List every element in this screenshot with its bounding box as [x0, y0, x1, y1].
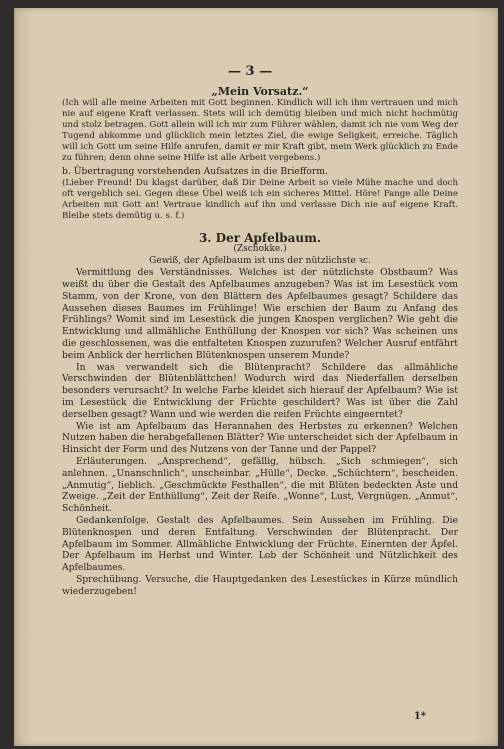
vorsatz-title: „Mein Vorsatz.“: [211, 85, 309, 98]
paragraph-sprechuebung: Sprechübung. Versuche, die Hauptgedanken des Lesestückes in Kürze mündlich wiederzugeben!: [62, 573, 458, 597]
paragraph-erlaeuterungen: Erläuterungen. „Ansprechend“, gefällig, hübsch. „Sich schmiegen“, sich anlehnen. „Unanschnlich“, unscheinbar. „Hülle“, Decke. „Schüchtern“, bescheiden. „Anmutig“, lieblich. „Geschmückte Festhallen“, die mit Blüten bedeckten Äste und Zweige. „Zeit der Enthüllung“, Zeit der Reife. „Wonne“, Lust, Vergnügen. „Anmut“, Schönheit.: [62, 455, 458, 515]
vorsatz-text: (Ich will alle meine Arbeiten mit Gott beginnen. Kindlich will ich ihm vertrauen und mich nie auf eigene Kraft verlassen. Stets will ich demütig bleiben und mich nicht hochmütig und stolz betragen. Gott allein will ich mir zum Führer wählen, damit ich nie vom Weg der Tugend abkomme und glücklich mein letztes Ziel, die ewige Seligkeit, erreiche. Täglich will ich Gott um seine Hilfe anrufen, damit er mir Kraft gibt, mein Werk glücklich zu Ende zu führen; denn ohne seine Hilfe ist alle Arbeit vergebens.): [62, 97, 458, 164]
item-b-heading: b. Übertragung vorstehenden Aufsatzes in die Briefform.: [62, 166, 328, 178]
book-page: [14, 8, 498, 746]
paragraph-herbst: Wie ist am Apfelbaum das Herannahen des Herbstes zu erkennen? Welchen Nutzen haben die herabgefallenen Blätter? Wie unterscheidet sich der Apfelbaum in Hinsicht der Form und des Nutzens von der Tanne und der Pappel?: [62, 420, 458, 456]
page-number: — 3 —: [228, 64, 273, 79]
brief-text: (Lieber Freund! Du klagst darüber, daß Dir Deine Arbeit so viele Mühe mache und doch oft vergeblich sei. Gegen diese Übel weiß ich ein sicheres Mittel. Höre! Fange alle Deine Arbeiten mit Gott an! Vertraue kindlich auf ihn und verlasse Dich nie auf eigene Kraft. Bleibe stets demütig u. s. f.): [62, 178, 458, 222]
paragraph-bluetenpracht: In was verwandelt sich die Blütenpracht? Schildere das allmähliche Verschwinden der Blütenblättchen! Wodurch wird das Niederfallen derselben besonders verursacht? In welche Farbe kleidet sich hierauf der Apfelbaum? Wie ist im Lesestück die Entwicklung der Früchte geschildert? Was ist über die Zahl derselben gesagt? Wann und wie werden die reifen Früchte eingeerntet?: [62, 361, 458, 420]
paragraph-vermittlung: Vermittlung des Verständnisses. Welches ist der nützlichste Obstbaum? Was weißt du über die Gestalt des Apfelbaumes anzugeben? Was ist im Lesestück vom Stamm, von der Krone, von den Blättern des Apfelbaumes gesagt? Schildere das Aussehen dieses Baumes im Frühlinge! Wie erschien der Baum zu Anfang des Frühlings? Womit sind im Lesestück die jungen Knospen verglichen? Wie geht die Entwicklung und allmähliche Enthüllung der Knospen vor sich? Was scheinen uns die geschlossenen, was die entfalteten Knospen zuzurufen? Welcher Ausruf entfährt beim Anblick der herrlichen Blütenknospen unserem Munde?: [62, 267, 458, 361]
paragraph-gedankenfolge: Gedankenfolge. Gestalt des Apfelbaumes. Sein Aussehen im Frühling. Die Blütenknospen und deren Entfaltung. Verschwinden der Blütenpracht. Der Apfelbaum im Sommer. Allmähliche Entwicklung der Früchte. Einernten der Äpfel. Der Apfelbaum im Herbst und Winter. Lob der Schönheit und Nützlichkeit des Apfelbaumes.: [62, 514, 458, 574]
page-text: [62, 58, 458, 598]
motto: Gewiß, der Apfelbaum ist uns der nützlichste ꝛc.: [149, 256, 371, 267]
section-author: (Zschokke.): [233, 244, 287, 255]
signature-mark: 1*: [413, 711, 426, 722]
section-title: 3. Der Apfelbaum.: [198, 230, 322, 245]
